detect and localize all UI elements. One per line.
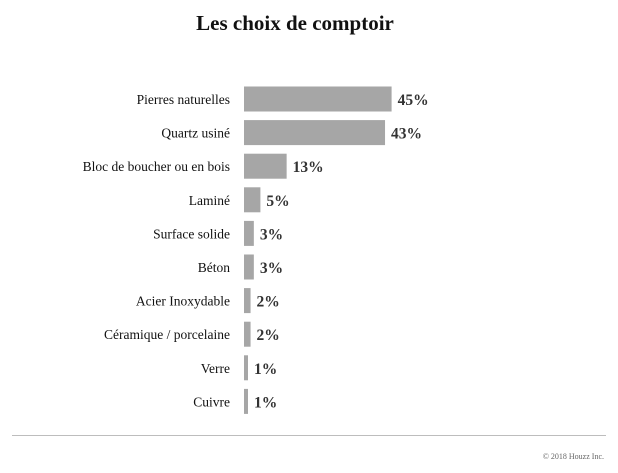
bar bbox=[244, 255, 254, 280]
bar bbox=[244, 87, 392, 112]
category-label: Béton bbox=[197, 260, 230, 275]
category-label: Verre bbox=[200, 360, 230, 376]
value-label: 2% bbox=[256, 293, 280, 311]
bar bbox=[244, 389, 248, 414]
category-label: Pierres naturelles bbox=[136, 92, 230, 107]
copyright-credit: © 2018 Houzz Inc. bbox=[542, 452, 604, 461]
value-label: 3% bbox=[259, 226, 284, 244]
category-label: Laminé bbox=[188, 192, 230, 208]
bar bbox=[244, 322, 251, 347]
category-label: Acier Inoxydable bbox=[135, 293, 230, 309]
chart-title: Les choix de comptoir bbox=[196, 11, 394, 35]
category-label: Bloc de boucher ou en bois bbox=[82, 159, 230, 175]
bar bbox=[244, 355, 248, 380]
bar bbox=[244, 120, 385, 145]
bar bbox=[244, 187, 260, 212]
value-label: 5% bbox=[266, 192, 290, 210]
category-label: Céramique / porcelaine bbox=[104, 327, 230, 343]
category-label: Surface solide bbox=[153, 226, 230, 242]
category-label: Quartz usiné bbox=[161, 125, 230, 141]
value-label: 1% bbox=[254, 394, 278, 412]
value-label: 2% bbox=[256, 327, 280, 345]
bar bbox=[244, 288, 251, 313]
value-label: 13% bbox=[292, 159, 324, 177]
footer-divider bbox=[12, 435, 606, 436]
value-label: 43% bbox=[391, 125, 423, 143]
value-label: 45% bbox=[397, 92, 429, 109]
category-label: Cuivre bbox=[193, 394, 230, 410]
value-label: 3% bbox=[259, 260, 284, 277]
value-label: 1% bbox=[254, 360, 278, 378]
bar bbox=[244, 221, 254, 246]
bar bbox=[244, 154, 287, 179]
